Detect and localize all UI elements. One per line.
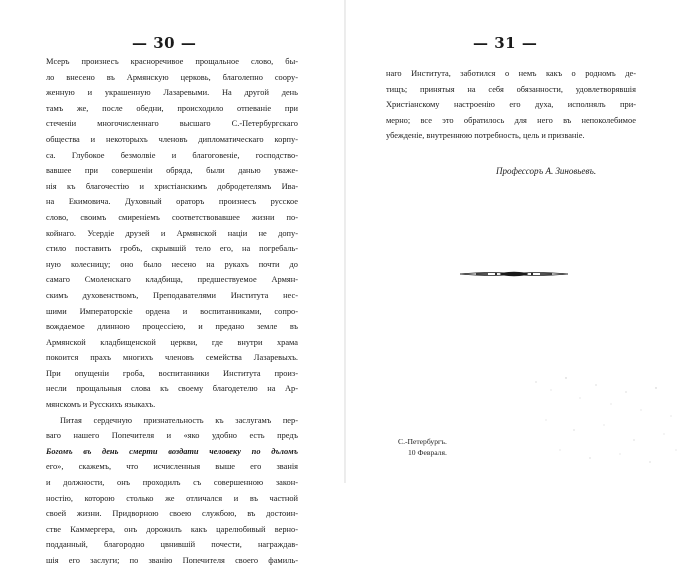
text-line: ваго нашего Попечителя и «яко удобно есть предъ [46,431,298,441]
text-line: Питая сердечную признательность къ заслугамъ пер- [60,415,298,425]
text-line: на Екимовича. Духовный ораторъ произнесъ русское [46,197,298,207]
text-line: стеченiи многочисленнаго высшаго С.-Петербургскаго [46,119,298,129]
text-line: вождаемое длинною процессiею, и предано земле въ [46,322,298,332]
right-page [346,0,691,483]
left-page-body [46,54,298,569]
text-line: женную и украшенную Лазаревыми. На другой день [46,88,298,98]
text-line: его», скажемъ, что исчисленныя выше его званiя [46,462,298,472]
author-signature: Профессоръ А. Зиновьевъ. [496,166,597,176]
place-text: С.-Петербургъ. [398,437,447,446]
text-line: слово, своимъ смиренiемъ соответствовавшее жизни по- [46,212,298,222]
page-number-31: — 31 — [473,34,538,52]
page-number-30: — 30 — [132,34,197,52]
text-line: стве Каммергера, онъ дорожилъ какъ царелюбивый верно- [46,524,298,534]
text-line: убежденiе, внутреннюю потребность, цель и призванiе. [386,131,585,141]
text-line: ную колесницу; оно было несено на рукахъ почти до [46,259,298,269]
text-line: мерно; все это обратилось для него въ непоколебимое [386,115,636,125]
text-line: койнаго. Усердiе друзей и Армянской нацiи не допу- [46,228,298,238]
text-line: При опущенiи гроба, воспитанники Института произ- [46,368,298,378]
text-line: своей жизни. Придворною своею службою, въ достоин- [46,509,298,519]
text-line: покоится прахъ многихъ членовъ семейства Лазаревыхъ. [46,353,298,363]
ornament-divider-icon [458,268,570,280]
text-line: ло внесено въ Армянскую церковь, благолепно соору- [46,72,298,82]
text-line: общества и некоторыхъ членовъ дипломатическаго корпу- [46,134,298,144]
text-line: несли прощальныя слова къ своему благодетелю на Ар- [46,384,298,394]
text-line: Мсеръ произнесъ красноречивое прощальное слово, бы- [46,57,298,66]
text-line: ностiю, которою столько же отличался и въ частной [46,493,298,503]
text-line: вавшее при совершенiи обряда, были данью уваже- [46,166,298,176]
text-line: подданный, благородно цвнившiй почести, награждав- [46,540,298,550]
text-line: шими Императорскiе ордена и воспитанниками, сопро- [46,306,298,316]
text-line: мянскомъ и Русскихъ языкахъ. [46,400,156,410]
right-page-body [386,66,636,144]
text-line-italic: Богомъ въ день смерти воздати человеку по дъломъ [46,446,298,456]
text-line: шiя его заслуги; по званiю Попечителя своего фамиль- [46,556,298,565]
text-line: стило поставить гробъ, скрывшiй тело его, на погребаль- [46,244,298,254]
text-line: са. Глубокое безмолвiе и благоговенiе, господство- [46,150,298,160]
text-line: самаго Смоленскаго кладбища, предшествуемое Армян- [46,275,298,285]
text-line: скимъ духовенствомъ, Преподавателями Института нес- [46,290,298,300]
text-line: Армянской кладбищенской церкви, где внутри храма [46,337,298,347]
left-page [0,0,344,565]
text-line: тамъ же, после обедни, происходило отпеванiе при [46,103,298,113]
text-line: Христiанскому настроенiю его духа, исполнялъ при- [386,100,636,110]
text-line: тищъ; принятыя на себя обязанности, удовлетворявшiя [386,84,636,94]
date-text: 10 Февраля. [408,448,447,457]
text-line: нiя къ благочестiю и христiанскимъ добродетелямъ Ива- [46,181,298,191]
place-date-block [398,436,447,458]
text-line: наго Института, заботился о немъ какъ о родномъ де- [386,69,636,78]
text-line: и должности, онъ проходилъ съ совершенною закон- [46,478,298,488]
paper-speckle [516,370,686,470]
